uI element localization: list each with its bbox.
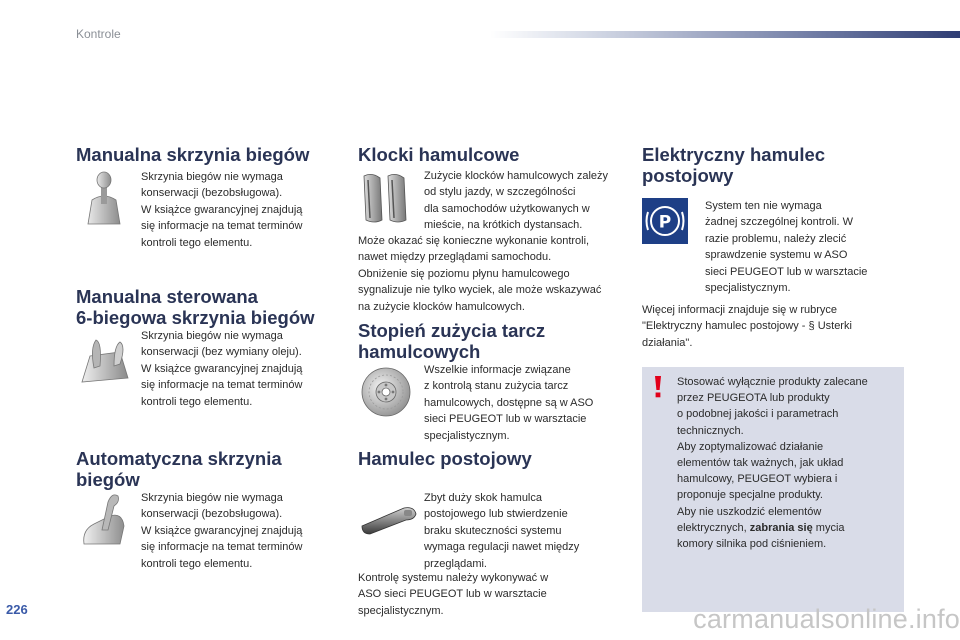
automatic-gear-selector-icon — [80, 490, 128, 546]
electric-parking-brake-more-info: Więcej informacji znajduje się w rubryce "Elektryczny hamulec postojowy - § Usterki działania". — [642, 304, 852, 349]
parking-brake-text-indented: Zbyt duży skok hamulca postojowego lub stwierdzenie braku skuteczności systemu wymaga regulacji nawet między przeglądami. — [424, 492, 580, 570]
heading-brake-discs: Stopień zużycia tarcz hamulcowych — [358, 320, 546, 362]
brake-disc-icon — [360, 366, 412, 418]
brake-pads-icon — [360, 170, 410, 226]
section-title: Kontrole — [76, 27, 121, 41]
page-number: 226 — [6, 602, 28, 617]
header-bar — [490, 31, 960, 38]
brake-discs-text: Wszelkie informacje związane z kontrolą stanu zużycia tarcz hamulcowych, dostępne są w ASO sieci PEUGEOT lub w warsztacie specjalistycznym. — [424, 364, 594, 442]
warning-last-line: elektrycznych, zabrania się mycia — [677, 521, 845, 534]
brake-pads-text: Może okazać się konieczne wykonanie kontroli, nawet między przeglądami samochodu. Obniżenie się poziomu płynu hamulcowego sygnalizuje nie tylko wyciek, ale może wskazywać na zużycie klocków hamulcowych. — [358, 235, 602, 313]
heading-manual-6speed: Manualna sterowana 6-biegowa skrzynia biegów — [76, 286, 315, 328]
warning-exclamation-icon — [651, 375, 665, 399]
manual-gear-lever-icon — [84, 170, 124, 226]
parking-brake-lever-icon — [360, 504, 418, 536]
manual-6speed-text: Skrzynia biegów nie wymaga konserwacji (bez wymiany oleju). W książce gwarancyjnej znajdują się informacje na temat terminów kontroli tego elementu. — [141, 330, 303, 408]
heading-manual-gearbox: Manualna skrzynia biegów — [76, 144, 310, 165]
heading-electric-parking-brake: Elektryczny hamulec postojowy — [642, 144, 826, 186]
brake-pads-text-indented: Zużycie klocków hamulcowych zależy od stylu jazdy, w szczególności dla samochodów użytkowanych w mieście, na krótkich dystansach. — [424, 170, 609, 232]
electric-parking-brake-text: System ten nie wymaga żadnej szczególnej kontroli. W razie problemu, należy zlecić sprawdzenie systemu w ASO sieci PEUGEOT lub w warsztacie specjalistycznym. — [705, 200, 868, 295]
manual-gearbox-text: Skrzynia biegów nie wymaga konserwacji (bezobsługowa). W książce gwarancyjnej znajdują się informacje na temat terminów kontroli tego elementu. — [141, 171, 303, 249]
warning-text: Stosować wyłącznie produkty zalecane przez PEUGEOTA lub produkty o podobnej jakości i parametrach technicznych. Aby zoptymalizować działanie elementów tak ważnych, jak układ hamulcowy, PEUGEOT wybiera i proponuje specjalne produkty. Aby nie uszkodzić elementów elektrycznych, zabrania się mycia komory silnika pod ciśnieniem. — [677, 374, 899, 552]
heading-automatic-gearbox: Automatyczna skrzynia biegów — [76, 448, 282, 490]
electric-parking-brake-icon — [642, 198, 688, 244]
heading-parking-brake: Hamulec postojowy — [358, 448, 532, 469]
sequential-gear-lever-icon — [80, 338, 130, 384]
epb-icon-letter: P — [658, 212, 672, 233]
parking-brake-text: Kontrolę systemu należy wykonywać w ASO sieci PEUGEOT lub w warsztacie specjalistycznym. — [358, 572, 549, 617]
automatic-gearbox-text: Skrzynia biegów nie wymaga konserwacji (bezobsługowa). W książce gwarancyjnej znajdują się informacje na temat terminów kontroli tego elementu. — [141, 492, 303, 570]
heading-brake-pads: Klocki hamulcowe — [358, 144, 520, 165]
watermark: carmanualsonline.info — [693, 604, 960, 634]
